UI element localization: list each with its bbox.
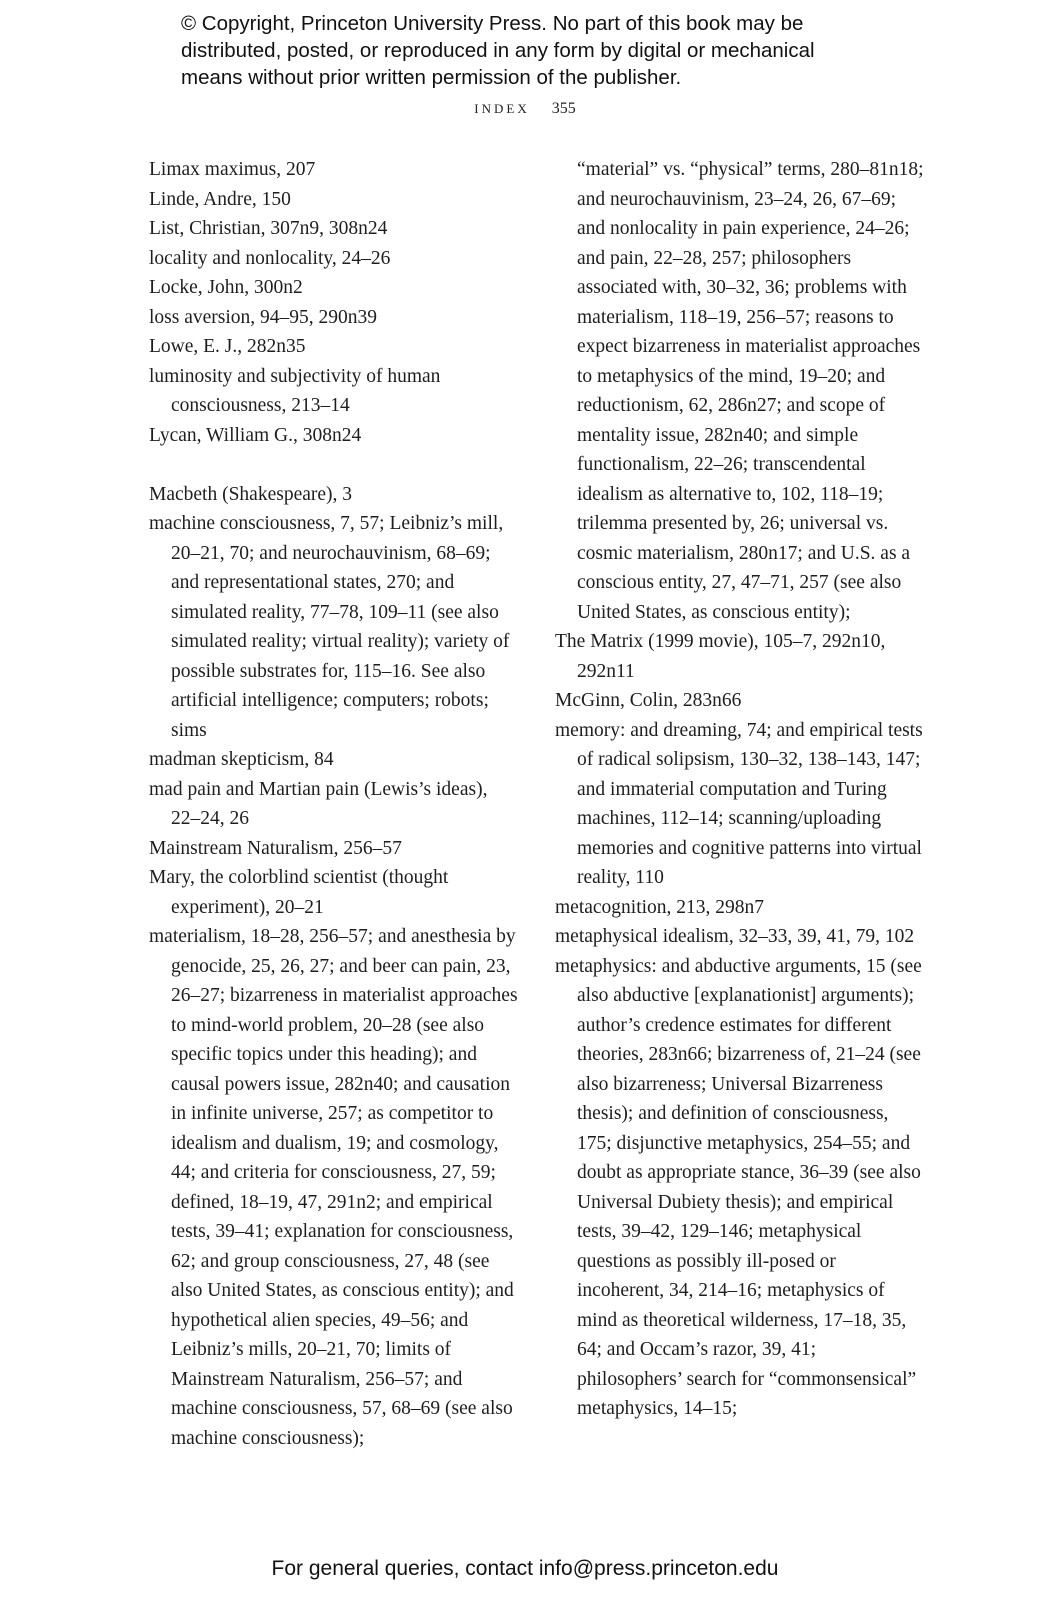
- index-entry: metaphysics: and abductive arguments, 15 (see also abductive [explanationist] arguments); author’s credence estimates for different theories, 283n66; bizarreness of, 21–24 (see also bizarreness; Universal Bizarreness thesis); and definition of consciousness, 175; disjunctive metaphysics, 254–55; and doubt as appropriate stance, 36–39 (see also Universal Dubiety thesis); and empirical tests, 39–42, 129–146; metaphysical questions as possibly ill-posed or incoherent, 34, 214–16; metaphysics of mind as theoretical wilderness, 17–18, 35, 64; and Occam’s razor, 39, 41; philosophers’ search for “commonsensical” metaphysics, 14–15;: [555, 955, 922, 1419]
- copyright-line: distributed, posted, or reproduced in any form by digital or mechanical: [181, 39, 815, 62]
- index-entry: machine consciousness, 7, 57; Leibniz’s mill, 20–21, 70; and neurochauvinism, 68–69; and representational states, 270; and simulated reality, 77–78, 109–11 (see also simulated reality; virtual reality); variety of possible substrates for, 115–16. See also artificial intelligence; computers; robots; sims: [149, 513, 510, 741]
- index-column-left: [149, 155, 519, 1453]
- index-entry: Linde, Andre, 150: [149, 188, 291, 210]
- running-head: [0, 100, 1050, 118]
- copyright-line: means without prior written permission of the publisher.: [181, 66, 682, 89]
- index-entry: madman skepticism, 84: [149, 749, 334, 770]
- index-entry: Mainstream Naturalism, 256–57: [149, 837, 402, 859]
- section-label: INDEX: [474, 101, 530, 116]
- index-entry: loss aversion, 94–95, 290n39: [149, 306, 378, 328]
- index-entry: luminosity and subjectivity of human consciousness, 213–14: [149, 365, 441, 416]
- letter-group-gap: [149, 450, 519, 480]
- index-entry: metacognition, 213, 298n7: [555, 896, 765, 918]
- index-entry: List, Christian, 307n9, 308n24: [149, 218, 388, 239]
- index-entry: Mary, the colorblind scientist (thought experiment), 20–21: [149, 867, 449, 918]
- page-number: 355: [551, 100, 576, 117]
- footer-contact: For general queries, contact info@press.princeton.edu: [271, 1557, 779, 1580]
- index-entry: metaphysical idealism, 32–33, 39, 41, 79, 102: [555, 926, 915, 947]
- index-column-right: [555, 155, 925, 1424]
- index-entry: McGinn, Colin, 283n66: [555, 690, 742, 711]
- index-entry: Lycan, William G., 308n24: [149, 424, 362, 446]
- index-entry: materialism, 18–28, 256–57; and anesthesia by genocide, 25, 26, 27; and beer can pain, 23, 26–27; bizarreness in materialist approaches to mind-world problem, 20–28 (see also specific topics under this heading); and causal powers issue, 282n40; and causation in infinite universe, 257; as competitor to idealism and dualism, 19; and cosmology, 44; and criteria for consciousness, 27, 59; defined, 18–19, 47, 291n2; and empirical tests, 39–41; explanation for consciousness, 62; and group consciousness, 27, 48 (see also United States, as conscious entity); and hypothetical alien species, 49–56; and Leibniz’s mills, 20–21, 70; limits of Mainstream Naturalism, 256–57; and machine consciousness, 57, 68–69 (see also machine consciousness);: [149, 926, 518, 1449]
- index-entry-continued: “material” vs. “physical” terms, 280–81n18; and neurochauvinism, 23–24, 26, 67–69; and nonlocality in pain experience, 24–26; and pain, 22–28, 257; philosophers associated with, 30–32, 36; problems with materialism, 118–19, 256–57; reasons to expect bizarreness in materialist approaches to metaphysics of the mind, 19–20; and reductionism, 62, 286n27; and scope of mentality issue, 282n40; and simple functionalism, 22–26; transcendental idealism as alternative to, 102, 118–19; trilemma presented by, 26; universal vs. cosmic materialism, 280n17; and U.S. as a conscious entity, 27, 47–71, 257 (see also United States, as conscious entity);: [577, 159, 924, 623]
- index-entry: Locke, John, 300n2: [149, 277, 303, 298]
- index-entry: The Matrix (1999 movie), 105–7, 292n10, 292n11: [555, 631, 886, 682]
- index-entry: mad pain and Martian pain (Lewis’s ideas), 22–24, 26: [149, 778, 488, 829]
- index-entry: Lowe, E. J., 282n35: [149, 336, 306, 357]
- index-entry: Limax maximus, 207: [149, 159, 316, 180]
- copyright-notice: [181, 10, 941, 91]
- index-entry: locality and nonlocality, 24–26: [149, 247, 391, 269]
- copyright-line: © Copyright, Princeton University Press. No part of this book may be: [181, 12, 804, 35]
- index-entry: memory: and dreaming, 74; and empirical tests of radical solipsism, 130–32, 138–143, 147; and immaterial computation and Turing machines, 112–14; scanning/uploading memories and cognitive patterns into virtual reality, 110: [555, 719, 923, 888]
- index-entry: Macbeth (Shakespeare), 3: [149, 483, 353, 505]
